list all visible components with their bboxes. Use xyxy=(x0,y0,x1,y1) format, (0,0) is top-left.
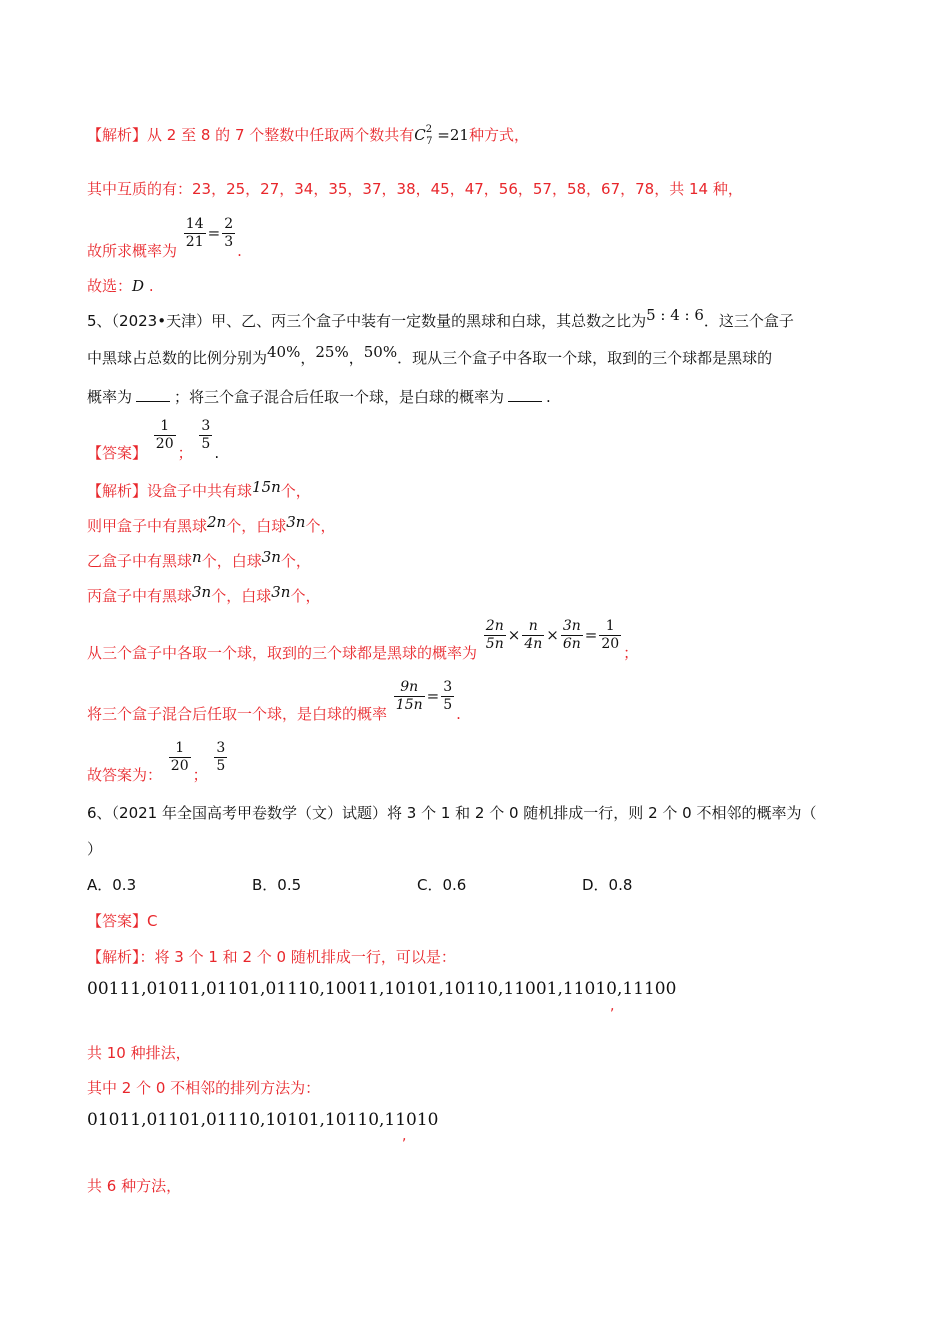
fraction: $\frac{n}{4n}$ xyxy=(524,618,543,652)
option-c: C．0.6 xyxy=(417,876,467,894)
q6-analysis-line3: 其中 2 个 0 不相邻的排列方法为： xyxy=(87,1079,321,1097)
q4-analysis-line2: 其中互质的有：23，25，27，34，35，37，38，45，47，56，57，58，67，78，共 14 种， xyxy=(87,180,743,198)
q5-stem-line2: 中黑球占总数的比例分别为40%，25%，50%．现从三个盒子中各取一个球，取到的三个球都是黑球的 xyxy=(87,343,773,367)
q6-analysis-line1: 【解析】：将 3 个 1 和 2 个 0 随机排成一行，可以是： xyxy=(87,948,456,966)
choice: D xyxy=(132,277,145,295)
fraction: $\frac{3}{5}$ xyxy=(216,740,226,774)
comma: , xyxy=(402,1128,407,1144)
q5-analysis-line4: 丙盒子中有黑球3n个，白球3n个， xyxy=(87,583,321,605)
answer-blank xyxy=(508,387,542,402)
q6-stem-line1: 6、（2021 年全国高考甲卷数学（文）试题）将 3 个 1 和 2 个 0 随机排成一行，则 2 个 0 不相邻的概率为（ xyxy=(87,804,817,822)
q5-analysis-line7: 故答案为： $\frac{1}{20}$ ； $\frac{3}{5}$ xyxy=(87,740,226,784)
text: 故所求概率为 xyxy=(87,242,178,260)
fraction: $\frac{2n}{5n}$ xyxy=(485,618,504,652)
option-b: B．0.5 xyxy=(252,876,302,894)
q6-stem-line2: ） xyxy=(87,840,103,858)
fraction: $\frac{1}{20}$ xyxy=(170,740,189,774)
q5-stem-line3: 概率为 ；将三个盒子混合后任取一个球，是白球的概率为 . xyxy=(87,388,551,406)
q6-analysis-line4: 共 6 种方法， xyxy=(87,1177,182,1195)
q6-analysis-line2: 共 10 种排法， xyxy=(87,1044,191,1062)
fraction: $\frac{3}{5}$ xyxy=(201,418,211,452)
option-d: D．0.8 xyxy=(582,876,633,894)
combination-math: $C^2_7 =21$ xyxy=(414,124,469,147)
fraction: $\frac{14}{21}$ xyxy=(185,216,204,250)
fraction: $\frac{1}{20}$ xyxy=(155,418,174,452)
q5-analysis-line6: 将三个盒子混合后任取一个球，是白球的概率 $\frac{9n}{15n}$ = $\frac{3}{5}$ . xyxy=(87,679,461,723)
q4-analysis-line1 xyxy=(87,124,529,149)
text: 从 2 至 8 的 7 个整数中任取两个数共有 xyxy=(147,126,415,144)
q5-analysis-line1: 【解析】设盒子中共有球15n个， xyxy=(87,478,311,500)
text: 种方式， xyxy=(468,126,529,144)
q5-stem-line1: 5、（2023•天津）甲、乙、丙三个盒子中装有一定数量的黑球和白球，其总数之比为5 : 4 : 6．这三个盒子 xyxy=(87,306,794,330)
q5-analysis-line3: 乙盒子中有黑球n个，白球3n个， xyxy=(87,548,311,570)
fraction: $\frac{3}{5}$ xyxy=(443,679,453,713)
q5-answer: 【答案】 $\frac{1}{20}$ ； $\frac{3}{5}$ . xyxy=(87,418,220,462)
q5-analysis-line2: 则甲盒子中有黑球2n个，白球3n个， xyxy=(87,513,336,535)
sequence-list-all: 00111,01011,01101,01110,10011,10101,10110,11001,11010,11100 xyxy=(87,979,677,999)
sequence-list-nonadjacent: 01011,01101,01110,10101,10110,11010 xyxy=(87,1110,439,1130)
q4-analysis-line3: 故所求概率为 $\frac{14}{21}$ = $\frac{2}{3}$ . xyxy=(87,216,242,260)
q4-analysis-line4: 故选：D . xyxy=(87,277,154,295)
fraction: $\frac{3n}{6n}$ xyxy=(562,618,581,652)
ratio: 5 : 4 : 6 xyxy=(646,306,704,324)
fraction: $\frac{2}{3}$ xyxy=(224,216,234,250)
analysis-label: 【解析】 xyxy=(87,126,148,144)
q5-analysis-line5: 从三个盒子中各取一个球，取到的三个球都是黑球的概率为 $\frac{2n}{5n}$ × $\frac{n}{4n}$ × $\frac{3n}{6n}$ = $\frac{1}{20}$ ； xyxy=(87,618,639,662)
comma: , xyxy=(610,998,615,1014)
answer-blank xyxy=(136,387,170,402)
option-a: A．0.3 xyxy=(87,876,137,894)
q6-answer: 【答案】C xyxy=(87,912,158,930)
fraction: $\frac{1}{20}$ xyxy=(601,618,620,652)
fraction: $\frac{9n}{15n}$ xyxy=(395,679,423,713)
